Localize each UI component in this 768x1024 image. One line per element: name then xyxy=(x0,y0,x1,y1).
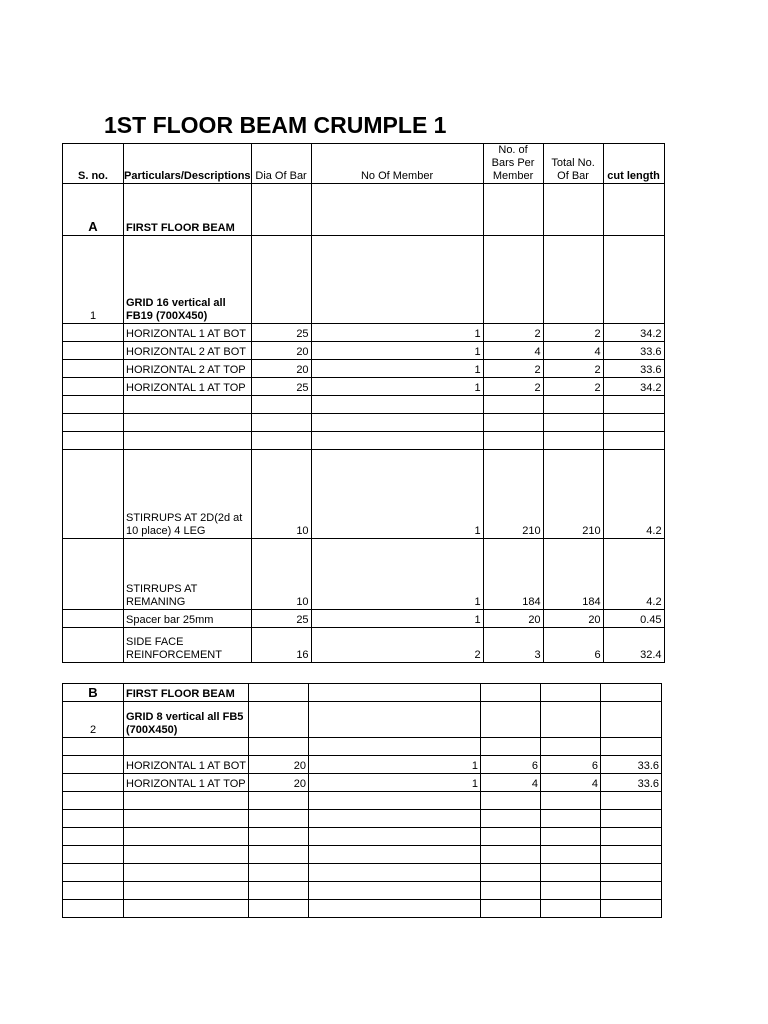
row-cut: 4.2 xyxy=(603,450,664,539)
row-bars-per: 2 xyxy=(483,324,543,342)
table-row xyxy=(63,360,665,378)
row-desc: HORIZONTAL 2 AT TOP xyxy=(124,360,252,378)
header-dia: Dia Of Bar xyxy=(251,144,311,184)
row-members: 1 xyxy=(311,324,483,342)
row-dia: 20 xyxy=(249,774,309,792)
row-dia: 10 xyxy=(251,539,311,610)
row-dia: 10 xyxy=(251,450,311,539)
empty-row xyxy=(63,396,665,414)
row-bars-per: 2 xyxy=(483,378,543,396)
row-total: 2 xyxy=(543,378,603,396)
row-desc: HORIZONTAL 1 AT TOP xyxy=(124,774,249,792)
row-dia: 25 xyxy=(251,324,311,342)
section-row-a xyxy=(63,184,665,236)
group-number: 1 xyxy=(63,236,124,324)
row-desc: HORIZONTAL 1 AT BOT xyxy=(124,324,252,342)
row-cut: 0.45 xyxy=(603,610,664,628)
group-row-2 xyxy=(63,702,662,738)
row-cut: 33.6 xyxy=(601,774,662,792)
table-row xyxy=(63,628,665,663)
row-desc: HORIZONTAL 1 AT BOT xyxy=(124,756,249,774)
section-row-b xyxy=(63,684,662,702)
row-total: 2 xyxy=(543,324,603,342)
row-members: 1 xyxy=(311,610,483,628)
row-bars-per: 4 xyxy=(481,774,541,792)
row-total: 20 xyxy=(543,610,603,628)
empty-row xyxy=(63,810,662,828)
section-label-text: A xyxy=(88,219,98,234)
row-members: 1 xyxy=(309,774,481,792)
bar-schedule-table-b xyxy=(62,683,662,918)
row-total: 2 xyxy=(543,360,603,378)
row-cut: 34.2 xyxy=(603,324,664,342)
header-particulars: Particulars/Descriptions xyxy=(124,144,252,184)
row-desc: STIRRUPS AT 2D(2d at 10 place) 4 LEG xyxy=(124,450,252,539)
group-title: GRID 16 vertical all FB19 (700X450) xyxy=(124,236,252,324)
header-total: Total No. Of Bar xyxy=(543,144,603,184)
row-desc: STIRRUPS AT REMANING xyxy=(124,539,252,610)
empty-row xyxy=(63,900,662,918)
row-total: 4 xyxy=(543,342,603,360)
row-members: 1 xyxy=(311,539,483,610)
row-bars-per: 20 xyxy=(483,610,543,628)
header-row xyxy=(63,144,665,184)
row-cut: 34.2 xyxy=(603,378,664,396)
row-cut: 33.6 xyxy=(603,360,664,378)
section-label-text: B xyxy=(88,685,98,700)
page-title: 1ST FLOOR BEAM CRUMPLE 1 xyxy=(104,112,447,138)
empty-row xyxy=(63,432,665,450)
row-members: 1 xyxy=(311,342,483,360)
row-desc: HORIZONTAL 1 AT TOP xyxy=(124,378,252,396)
table-row xyxy=(63,774,662,792)
header-bars-per: No. of Bars Per Member xyxy=(483,144,543,184)
empty-row xyxy=(63,828,662,846)
row-dia: 25 xyxy=(251,610,311,628)
row-total: 6 xyxy=(543,628,603,663)
empty-row xyxy=(63,414,665,432)
header-cut-length: cut length xyxy=(603,144,664,184)
row-cut: 33.6 xyxy=(603,342,664,360)
row-members: 2 xyxy=(311,628,483,663)
row-members: 1 xyxy=(311,450,483,539)
table-row xyxy=(63,378,665,396)
table-row xyxy=(63,539,665,610)
row-bars-per: 3 xyxy=(483,628,543,663)
row-bars-per: 184 xyxy=(483,539,543,610)
table-row xyxy=(63,450,665,539)
section-label xyxy=(63,184,124,236)
row-dia: 20 xyxy=(249,756,309,774)
empty-row xyxy=(63,882,662,900)
row-members: 1 xyxy=(309,756,481,774)
row-bars-per: 4 xyxy=(483,342,543,360)
row-cut: 4.2 xyxy=(603,539,664,610)
row-dia: 16 xyxy=(251,628,311,663)
row-members: 1 xyxy=(311,360,483,378)
group-title: GRID 8 vertical all FB5 (700X450) xyxy=(124,702,249,738)
table-row xyxy=(63,342,665,360)
row-bars-per: 2 xyxy=(483,360,543,378)
section-label xyxy=(63,684,124,702)
row-desc: HORIZONTAL 2 AT BOT xyxy=(124,342,252,360)
empty-row xyxy=(63,846,662,864)
table-row xyxy=(63,610,665,628)
row-bars-per: 210 xyxy=(483,450,543,539)
row-members: 1 xyxy=(311,378,483,396)
row-total: 210 xyxy=(543,450,603,539)
empty-row xyxy=(63,792,662,810)
row-dia: 20 xyxy=(251,342,311,360)
group-row-1 xyxy=(63,236,665,324)
empty-row xyxy=(63,864,662,882)
empty-row xyxy=(63,738,662,756)
header-sno: S. no. xyxy=(63,144,124,184)
row-total: 184 xyxy=(543,539,603,610)
section-title: FIRST FLOOR BEAM xyxy=(124,184,252,236)
row-desc: Spacer bar 25mm xyxy=(124,610,252,628)
row-total: 6 xyxy=(541,756,601,774)
row-cut: 32.4 xyxy=(603,628,664,663)
header-members: No Of Member xyxy=(311,144,483,184)
row-dia: 25 xyxy=(251,378,311,396)
row-cut: 33.6 xyxy=(601,756,662,774)
table-row xyxy=(63,756,662,774)
row-total: 4 xyxy=(541,774,601,792)
table-row xyxy=(63,324,665,342)
group-number: 2 xyxy=(63,702,124,738)
bar-schedule-table-a xyxy=(62,143,665,663)
row-bars-per: 6 xyxy=(481,756,541,774)
row-desc: SIDE FACE REINFORCEMENT xyxy=(124,628,252,663)
section-title: FIRST FLOOR BEAM xyxy=(124,684,249,702)
row-dia: 20 xyxy=(251,360,311,378)
